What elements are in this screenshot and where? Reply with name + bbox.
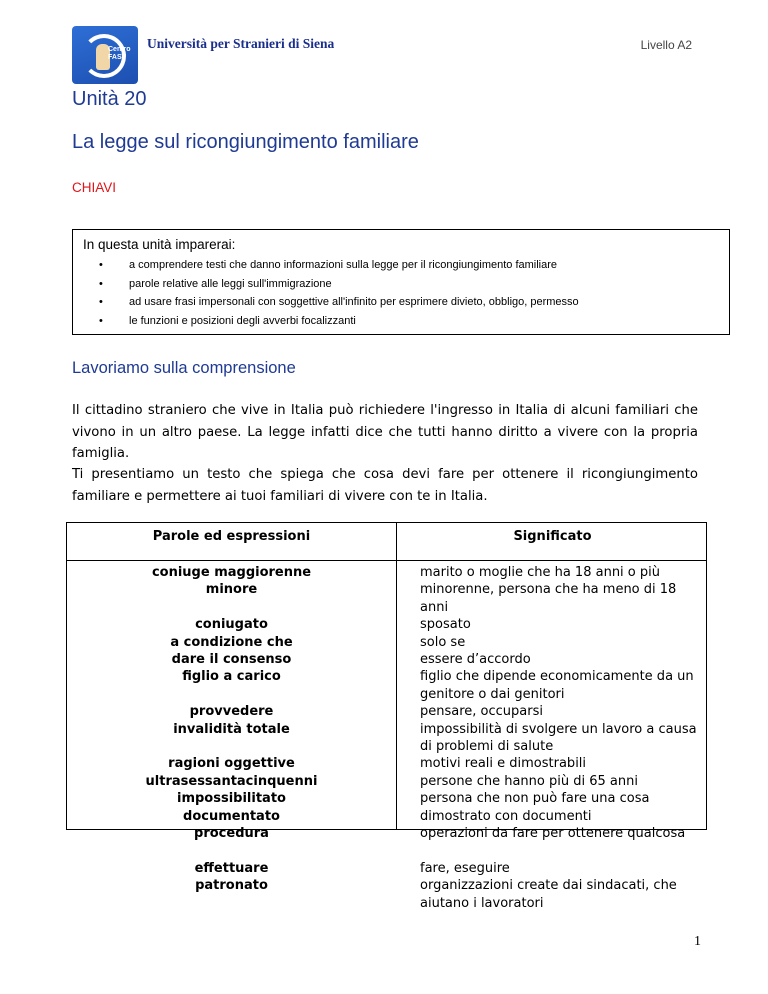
vocab-term: a condizione che <box>170 634 293 650</box>
vocab-definition: marito o moglie che ha 18 anni o più <box>420 565 660 580</box>
vocab-term: impossibilitato <box>177 791 286 807</box>
vocab-term: provvedere <box>189 704 274 720</box>
learning-box-heading: In questa unità imparerai: <box>83 237 236 252</box>
logo-text: Centro FAST <box>108 46 131 61</box>
vocab-term: invalidità totale <box>173 721 290 737</box>
vocab-definition: minorenne, persona che ha meno di 18 anni <box>420 582 677 615</box>
page-number: 1 <box>694 934 701 949</box>
vocabulary-table <box>66 522 707 911</box>
document-title: La legge sul ricongiungimento familiare <box>72 131 419 153</box>
vocab-definition: dimostrato con documenti <box>420 808 592 824</box>
table-header-separator <box>67 560 706 561</box>
table-header-meaning: Significato <box>513 529 592 544</box>
learning-objectives-list <box>83 256 719 330</box>
table-header-terms: Parole ed espressioni <box>152 529 311 544</box>
unit-title: Unità 20 <box>72 88 147 110</box>
page-header <box>72 22 696 86</box>
university-name: Università per Stranieri di Siena <box>147 36 335 51</box>
vocab-term: coniuge maggiorenne <box>151 565 312 580</box>
vocab-definition: solo se <box>420 634 466 650</box>
vocab-definition: persone che hanno più di 65 anni <box>420 773 638 789</box>
keys-label: CHIAVI <box>72 180 117 195</box>
vocab-term: patronato <box>195 878 268 894</box>
vocab-definition: figlio che dipende economicamente da un genitore o dai genitori <box>420 669 694 702</box>
vocab-term: minore <box>205 582 258 598</box>
vocab-term: dare il consenso <box>171 652 292 667</box>
centro-fast-logo <box>72 26 138 84</box>
list-item: • le funzioni e posizioni degli avverbi focalizzanti <box>83 312 719 331</box>
table-column-divider <box>396 523 397 829</box>
level-label: Livello A2 <box>640 38 692 52</box>
vocab-definition: pensare, occuparsi <box>420 704 543 720</box>
vocab-definition: fare, eseguire <box>420 860 510 876</box>
vocab-definition: operazioni da fare per ottenere qualcosa <box>420 826 686 841</box>
list-item: • ad usare frasi impersonali con soggettive all'infinito per esprimere divieto, obbligo, permesso <box>83 293 719 312</box>
intro-paragraph-1: Il cittadino straniero che vive in Italia può richiedere l'ingresso in Italia di alcuni familiari che vivono in un altro paese. La legge infatti dice che tutti hanno diritto a vivere con la propria famiglia. <box>72 403 698 461</box>
vocab-definition: essere d’accordo <box>420 652 531 667</box>
vocab-definition: organizzazioni create dai sindacati, che aiutano i lavoratori <box>420 878 677 911</box>
vocab-term: figlio a carico <box>182 669 281 685</box>
vocab-definition: persona che non può fare una cosa <box>420 791 650 807</box>
intro-paragraph-2: Ti presentiamo un testo che spiega che cosa devi fare per ottenere il ricongiungimento familiare e permettere ai tuoi familiari di vivere con te in Italia. <box>72 467 698 504</box>
vocab-definition: motivi reali e dimostrabili <box>420 756 587 772</box>
vocab-term: procedura <box>194 826 269 841</box>
vocab-term: documentato <box>183 808 280 824</box>
vocab-term: coniugato <box>195 617 268 633</box>
vocab-definition: sposato <box>420 617 471 633</box>
vocab-term: ragioni oggettive <box>168 756 295 772</box>
vocab-term: effettuare <box>194 860 269 876</box>
vocab-term: ultrasessantacinquenni <box>145 773 318 789</box>
learning-objectives-box <box>72 229 730 335</box>
vocab-definition: impossibilità di svolgere un lavoro a causa di problemi di salute <box>420 721 697 754</box>
list-item: • parole relative alle leggi sull'immigrazione <box>83 275 719 294</box>
section-title: Lavoriamo sulla comprensione <box>72 359 296 377</box>
list-item: • a comprendere testi che danno informazioni sulla legge per il ricongiungimento familiare <box>83 256 719 275</box>
